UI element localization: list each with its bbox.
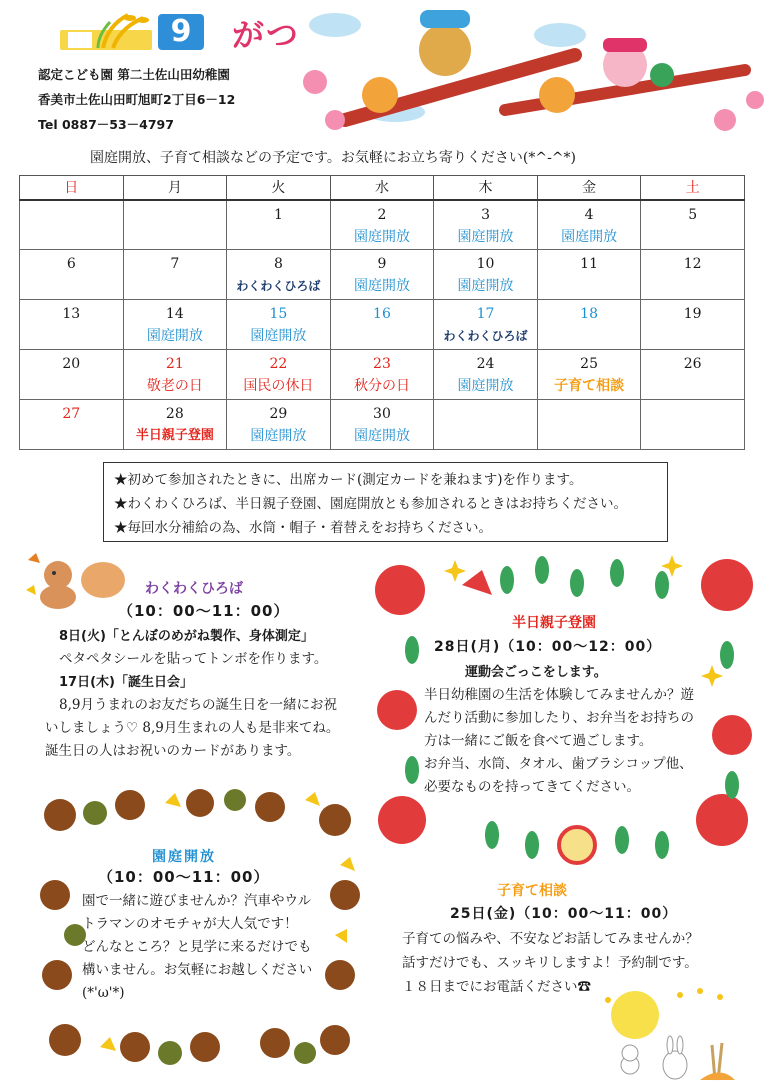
- day-number: 28: [165, 406, 184, 422]
- wakuwaku-title: わくわくひろば: [145, 581, 243, 597]
- calendar-cell: [123, 350, 227, 400]
- intro-text: 園庭開放、子育て相談などの予定です。お気軽にお立ち寄りください(*^-^*): [90, 150, 576, 166]
- calendar-cell: [330, 400, 434, 450]
- calendar-cell: [20, 350, 124, 400]
- open-garden-text: (*'ω'*): [82, 985, 125, 1001]
- calendar-cell: [227, 300, 331, 350]
- event-label: 園庭開放: [250, 328, 307, 344]
- event-label: 敬老の日: [146, 378, 203, 394]
- day-number: 9: [377, 256, 387, 272]
- event-label: 園庭開放: [457, 378, 514, 394]
- half-day-text: んだり活動に参加したり、お弁当をお持ちの: [424, 710, 694, 726]
- calendar-cell: [434, 400, 538, 450]
- calendar-cell: [20, 250, 124, 300]
- calendar-cell: [227, 250, 331, 300]
- open-garden-text: トラマンのオモチャが大人気です！: [82, 916, 298, 932]
- note-line: ★毎回水分補給の為、水筒・帽子・着替えをお持ちください。: [114, 520, 492, 536]
- event-label: 園庭開放: [457, 278, 514, 294]
- consultation-text: １８日までにお電話ください☎: [402, 979, 591, 995]
- day-number: [20, 206, 123, 228]
- day-number: 2: [377, 206, 387, 223]
- weekday-sun: 日: [20, 176, 124, 200]
- calendar-cell: [641, 200, 745, 250]
- day-number: 25: [580, 356, 598, 372]
- event-label: 国民の休日: [243, 378, 314, 394]
- squirrel-illustration: [18, 545, 128, 615]
- day-number: 30: [373, 406, 391, 422]
- calendar-cell: [123, 200, 227, 250]
- half-day-text: 方は一緒にご飯を食べて過ごします。: [424, 733, 653, 749]
- half-day-text: 半日幼稚園の生活を体験してみませんか？遊: [424, 687, 694, 703]
- day-number: 12: [683, 256, 702, 272]
- day-number: 18: [580, 306, 598, 322]
- wakuwaku-text: ペタペタシールを貼ってトンボを作ります。: [59, 651, 328, 667]
- weekday-tue: 火: [227, 176, 331, 200]
- day-number: [124, 206, 227, 228]
- calendar-cell: [537, 250, 641, 300]
- calendar-cell: [123, 300, 227, 350]
- calendar-cell: [641, 250, 745, 300]
- school-tel: Tel 0887－53－4797: [38, 117, 174, 132]
- calendar-cell: [330, 200, 434, 250]
- event-label: 半日親子登園: [135, 428, 214, 443]
- calendar-cell: [330, 300, 434, 350]
- event-label: 園庭開放: [250, 428, 307, 444]
- header: [0, 0, 780, 145]
- calendar-cell: [227, 350, 331, 400]
- day-number: 22: [269, 356, 288, 372]
- weekday-mon: 月: [123, 176, 227, 200]
- day-number: 3: [481, 206, 490, 223]
- calendar-header-row: [20, 176, 745, 200]
- calendar-cell: [20, 200, 124, 250]
- day-number: 14: [165, 306, 184, 322]
- calendar-cell: [227, 200, 331, 250]
- day-number: 11: [580, 256, 598, 272]
- day-number: 1: [273, 206, 283, 223]
- month-suffix: がつ: [232, 16, 301, 54]
- calendar-cell: [641, 300, 745, 350]
- calendar-cell: [20, 400, 124, 450]
- calendar-cell: [123, 400, 227, 450]
- consultation-title: 子育て相談: [497, 883, 567, 899]
- calendar-cell: [537, 350, 641, 400]
- calendar-week-2: [20, 250, 745, 300]
- event-label: 園庭開放: [457, 228, 514, 245]
- open-garden-body: [82, 890, 342, 1005]
- open-garden-title: 園庭開放: [152, 849, 216, 865]
- calendar-cell: [537, 400, 641, 450]
- weekday-wed: 水: [330, 176, 434, 200]
- calendar-cell: [330, 350, 434, 400]
- half-day-text: 必要なものを持ってきてください。: [424, 779, 640, 795]
- day-number: 8: [273, 256, 283, 272]
- weekday-thu: 木: [434, 176, 538, 200]
- school-address: 香美市土佐山田町旭町2丁目6－12: [38, 92, 236, 107]
- day-number: 13: [62, 306, 81, 322]
- calendar-table: [19, 175, 745, 450]
- calendar-cell: [330, 250, 434, 300]
- open-garden-time: （10：00～11：00）: [98, 868, 270, 886]
- event-label: 園庭開放: [353, 228, 410, 245]
- calendar-week-4: [20, 350, 745, 400]
- day-number: 5: [688, 206, 698, 223]
- event-label: 園庭開放: [561, 228, 618, 245]
- notes-box: [103, 462, 668, 542]
- wakuwaku-text: 8,9月うまれのお友だちの誕生日を一緒にお祝: [59, 697, 337, 713]
- day-number: 6: [66, 256, 76, 272]
- calendar-week-3: [20, 300, 745, 350]
- calendar-cell: [537, 200, 641, 250]
- day-number: 7: [170, 256, 180, 272]
- consultation-text: 話すだけでも、スッキリしますよ！予約制です。: [402, 955, 698, 971]
- wheat-illustration: [58, 10, 156, 52]
- half-day-text: お弁当、水筒、タオル、歯ブラシコップ他、: [424, 756, 693, 772]
- consultation-time: 25日(金)（10：00～11：00）: [450, 906, 678, 922]
- consultation-text: 子育ての悩みや、不安などお話してみませんか？: [402, 931, 699, 947]
- calendar-cell: [227, 400, 331, 450]
- half-day-body: [424, 684, 724, 799]
- note-line: ★初めて参加されたときに、出席カード(測定カードを兼ねます)を作ります。: [114, 472, 583, 488]
- event-label: 秋分の日: [353, 378, 410, 394]
- calendar-cell: [641, 350, 745, 400]
- wakuwaku-time: （10：00～11：00）: [118, 602, 290, 620]
- open-garden-text: 構いません。お気軽にお越しください: [82, 962, 313, 978]
- calendar-cell: [20, 300, 124, 350]
- month-block: [58, 10, 218, 52]
- wakuwaku-body: [45, 625, 365, 763]
- day-number: 26: [683, 356, 702, 372]
- open-garden-text: どんなところ？と見学に来るだけでも: [82, 939, 312, 955]
- day-number: 24: [476, 356, 495, 372]
- calendar-cell: [641, 400, 745, 450]
- day-number: 16: [373, 306, 391, 322]
- autumn-dragonfly-illustration: [275, 0, 775, 140]
- event-label: 園庭開放: [353, 278, 410, 294]
- day-number: 10: [476, 256, 495, 272]
- calendar-week-5: [20, 400, 745, 450]
- day-number: 29: [269, 406, 288, 422]
- month-number: 9: [158, 14, 204, 50]
- event-label: わくわくひろば: [236, 279, 321, 293]
- calendar-cell: [434, 300, 538, 350]
- half-day-title: 半日親子登園: [512, 615, 596, 631]
- event-label: 子育て相談: [554, 378, 625, 394]
- moon-rabbit-illustration: [600, 985, 740, 1085]
- calendar-cell: [434, 200, 538, 250]
- day-number: 15: [269, 306, 288, 322]
- calendar-cell: [434, 350, 538, 400]
- calendar-cell: [434, 250, 538, 300]
- note-line: ★わくわくひろば、半日親子登園、園庭開放とも参加されるときはお持ちください。: [114, 496, 627, 512]
- day-number: 19: [683, 306, 702, 322]
- school-name: 認定こども園 第二土佐山田幼稚園: [38, 67, 230, 82]
- wakuwaku-text: いしましょう♡ 8,9月生まれの人も是非来てね。: [45, 720, 340, 736]
- weekday-sat: 土: [641, 176, 745, 200]
- event-label: わくわくひろば: [443, 329, 528, 343]
- day-number: 23: [373, 356, 391, 372]
- day-number: 21: [165, 356, 184, 372]
- calendar-week-1: [20, 200, 745, 250]
- wakuwaku-sub-1: 8日(火)「とんぼのめがね製作、身体測定」: [59, 629, 314, 644]
- day-number: 4: [584, 206, 594, 223]
- event-label: 園庭開放: [146, 328, 203, 344]
- half-day-subtitle: 運動会ごっこをします。: [465, 665, 607, 680]
- wakuwaku-text: 誕生日の人はお祝いのカードがあります。: [45, 743, 301, 759]
- wakuwaku-sub-2: 17日(木)「誕生日会」: [59, 675, 193, 690]
- half-day-time: 28日(月)（10：00～12：00）: [434, 639, 662, 655]
- event-label: 園庭開放: [353, 428, 410, 444]
- school-info: [38, 62, 235, 137]
- calendar-cell: [123, 250, 227, 300]
- calendar-cell: [537, 300, 641, 350]
- day-number: 27: [62, 406, 81, 422]
- day-number: 17: [476, 306, 495, 322]
- open-garden-text: 園で一緒に遊びませんか？汽車やウル: [82, 893, 312, 909]
- day-number: 20: [62, 356, 81, 372]
- weekday-fri: 金: [537, 176, 641, 200]
